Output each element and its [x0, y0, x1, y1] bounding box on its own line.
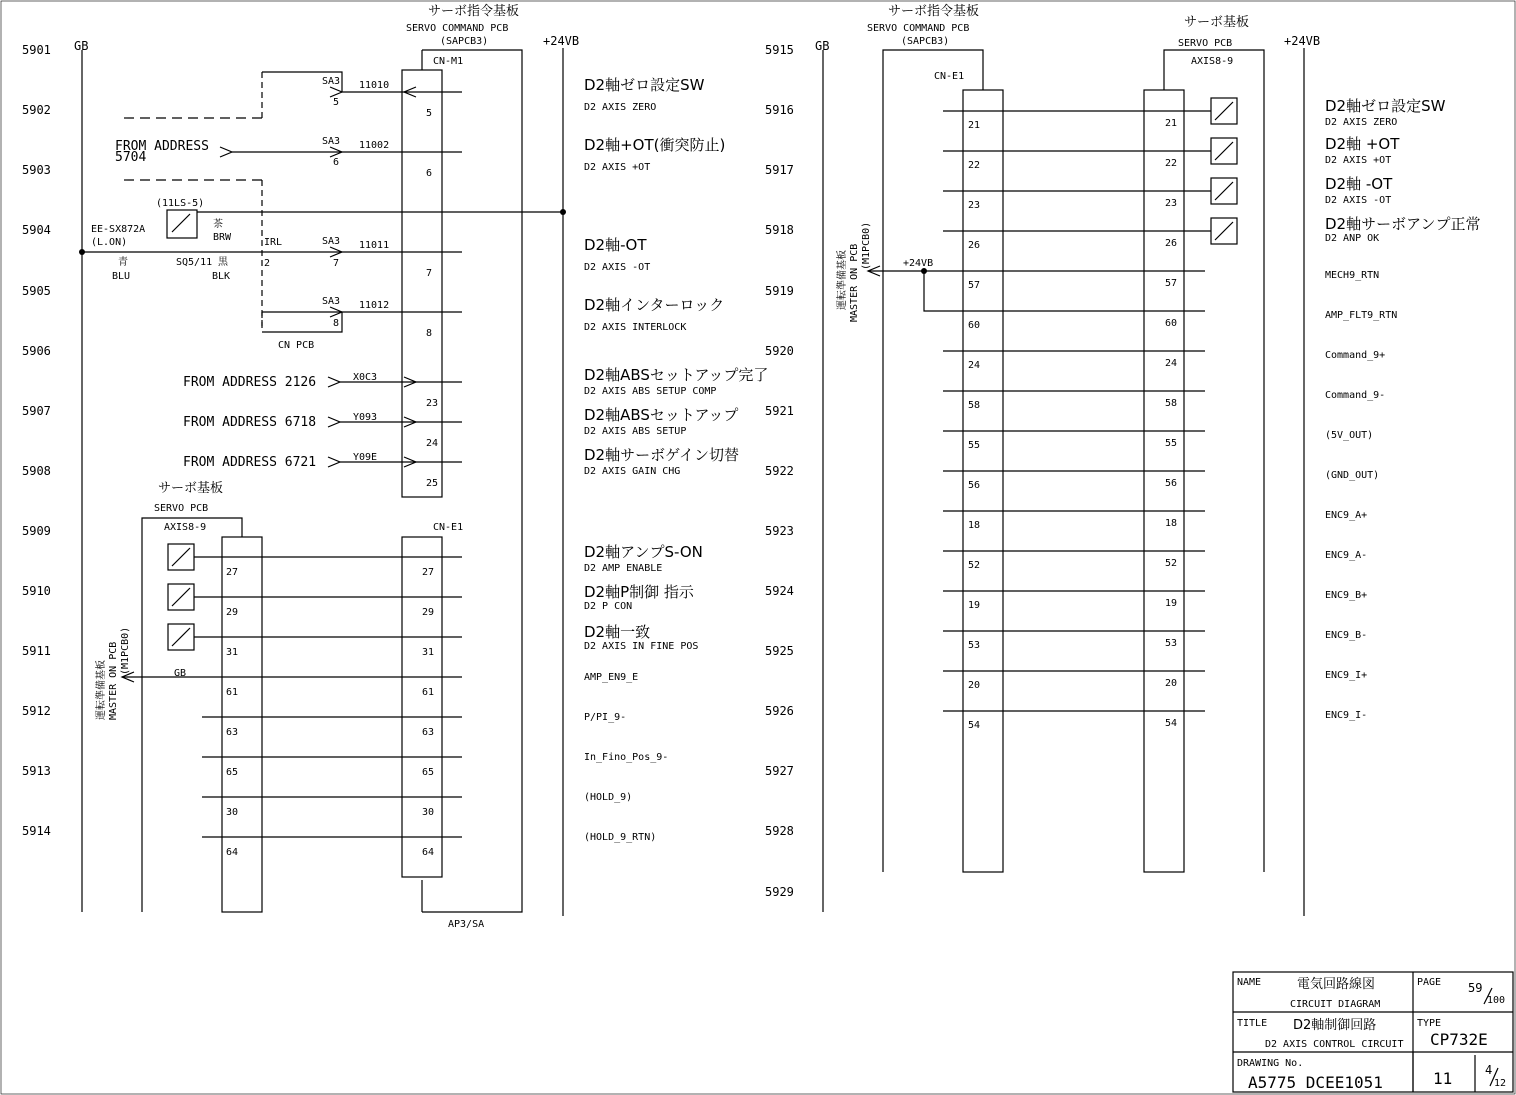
axis-label: AXIS8-9	[1191, 56, 1234, 67]
e1-pin: 64	[226, 847, 239, 858]
row-number: 5921	[765, 404, 794, 418]
m1-pin: 24	[426, 438, 439, 449]
row-number: 5919	[765, 284, 794, 298]
row-number: 5903	[22, 163, 51, 177]
pin: 21	[1165, 118, 1178, 129]
signal-en: D2 AXIS ABS SETUP	[584, 426, 687, 437]
wire-color-jp: 黒	[218, 257, 228, 268]
wire-number: 11002	[359, 140, 390, 151]
servo-cmd-jp: サーボ指令基板	[888, 4, 980, 19]
row-number: 5920	[765, 344, 794, 358]
from-address: FROM ADDRESS 6718	[183, 415, 317, 430]
signal-plain: MECH9_RTN	[1325, 270, 1380, 281]
v24b-label: +24VB	[903, 258, 934, 269]
pin: 22	[1165, 158, 1178, 169]
master-on-code: (M1PCB0)	[120, 626, 131, 675]
pin: 22	[968, 160, 981, 171]
sa3-label: SA3	[322, 296, 341, 307]
sub-number: 4	[1485, 1063, 1493, 1077]
sa3-label: SA3	[322, 236, 341, 247]
row-number: 5906	[22, 344, 51, 358]
cn-e1-label: CN-E1	[934, 71, 965, 82]
pin: 53	[1165, 638, 1178, 649]
wire-color-blu: BLU	[112, 271, 131, 282]
servo-pcb-jp: サーボ基板	[1184, 15, 1250, 30]
row-number: 5908	[22, 464, 51, 478]
from-address-5704-num: 5704	[115, 150, 147, 165]
pin: 57	[968, 280, 981, 291]
signal-jp: D2軸 +OT	[1325, 135, 1400, 153]
servo-cmd-jp: サーボ指令基板	[428, 4, 520, 19]
master-on-jp: 運転準備基板	[837, 250, 848, 310]
row-number: 5912	[22, 704, 51, 718]
signal-plain: (GND_OUT)	[1325, 470, 1380, 481]
servo-pcb-jp: サーボ基板	[158, 481, 224, 496]
row-number: 5918	[765, 223, 794, 237]
signal-en: D2 AXIS GAIN CHG	[584, 466, 681, 477]
type-value: CP732E	[1430, 1030, 1488, 1049]
servo-pcb-en: SERVO PCB	[1178, 38, 1233, 49]
signal-plain: ENC9_B+	[1325, 590, 1368, 601]
signal-code: Y09E	[353, 452, 378, 463]
servo-cmd-en: SERVO COMMAND PCB	[867, 23, 970, 34]
left-signal-labels	[584, 76, 768, 843]
row-number: 5915	[765, 43, 794, 57]
from-address-5704: FROM ADDRESS	[115, 139, 209, 154]
row-number: 5929	[765, 885, 794, 899]
left-row-numbers	[22, 43, 51, 838]
signal-plain: ENC9_A+	[1325, 510, 1368, 521]
pin: 24	[1165, 358, 1178, 369]
m1-pin: 23	[426, 398, 439, 409]
signal-plain: AMP_FLT9_RTN	[1325, 310, 1398, 321]
gb-label: GB	[74, 39, 89, 53]
pin: 19	[1165, 598, 1178, 609]
pin: 58	[1165, 398, 1178, 409]
pin: 23	[968, 200, 981, 211]
row-number: 5927	[765, 764, 794, 778]
e1-pin: 61	[422, 687, 435, 698]
pin: 52	[968, 560, 981, 571]
m1-pin: 25	[426, 478, 439, 489]
e1-pin: 27	[226, 567, 239, 578]
pin: 19	[968, 600, 981, 611]
pin: 54	[1165, 718, 1178, 729]
pin: 18	[1165, 518, 1178, 529]
row-number: 5902	[22, 103, 51, 117]
sa3-pin: 7	[333, 258, 340, 269]
from-address: FROM ADDRESS 6721	[183, 455, 317, 470]
junction-dot	[560, 209, 566, 215]
row-number: 5904	[22, 223, 51, 237]
pin: 26	[1165, 238, 1178, 249]
signal-en: D2 AXIS ZERO	[584, 102, 657, 113]
row-number: 5922	[765, 464, 794, 478]
signal-en: D2 P CON	[584, 601, 633, 612]
signal-plain: Command_9-	[1325, 390, 1386, 401]
junction-dot	[79, 249, 85, 255]
signal-plain: AMP_EN9_E	[584, 672, 639, 683]
irl-label: IRL	[264, 237, 283, 248]
signal-plain: (HOLD_9)	[584, 792, 633, 803]
name-en: CIRCUIT DIAGRAM	[1290, 999, 1381, 1010]
pin: 21	[968, 120, 981, 131]
wire-number: 11011	[359, 240, 390, 251]
servo-pcb-connector	[1144, 90, 1184, 872]
signal-jp: D2軸ABSセットアップ完了	[584, 366, 769, 384]
signal-plain: (HOLD_9_RTN)	[584, 832, 657, 843]
e1-pin: 27	[422, 567, 435, 578]
cn-m1-label: CN-M1	[433, 56, 464, 67]
signal-en: D2 AXIS IN FINE POS	[584, 641, 699, 652]
row-number: 5925	[765, 644, 794, 658]
signal-plain: ENC9_B-	[1325, 630, 1368, 641]
m1-pin: 8	[426, 328, 433, 339]
page-border	[1, 1, 1515, 1094]
m1-lines	[79, 72, 566, 489]
right-pin-numbers	[968, 118, 1177, 731]
m1-pin: 7	[426, 268, 433, 279]
pin: 60	[1165, 318, 1178, 329]
signal-jp: D2軸P制御 指示	[584, 583, 694, 601]
signal-plain: (5V_OUT)	[1325, 430, 1374, 441]
gb-label: GB	[174, 668, 187, 679]
sensor-symbol	[167, 210, 197, 238]
master-on-code: (M1PCB0)	[861, 221, 872, 270]
row-number: 5907	[22, 404, 51, 418]
ap3-label: AP3/SA	[448, 919, 485, 930]
drawing-label: DRAWING No.	[1237, 1058, 1304, 1069]
signal-plain: ENC9_A-	[1325, 550, 1368, 561]
wire-color-jp: 茶	[213, 219, 223, 230]
signal-en: D2 AXIS +OT	[1325, 155, 1392, 166]
left-rails	[74, 34, 579, 916]
right-wires	[835, 111, 1211, 711]
signal-plain: ENC9_I+	[1325, 670, 1368, 681]
signal-plain: P/PI_9-	[584, 712, 627, 723]
signal-en: D2 AXIS +OT	[584, 162, 651, 173]
servo-cmd-code: (SAPCB3)	[901, 36, 950, 47]
pin: 58	[968, 400, 981, 411]
pin: 18	[968, 520, 981, 531]
wire-color-jp: 青	[118, 257, 128, 268]
title-block	[1233, 972, 1513, 1092]
signal-jp: D2軸一致	[584, 623, 651, 641]
signal-en: D2 AXIS -OT	[584, 262, 651, 273]
v24-label: +24VB	[1284, 34, 1321, 48]
row-number: 5905	[22, 284, 51, 298]
sensor-code: (11LS-5)	[156, 198, 205, 209]
signal-en: D2 AXIS ZERO	[1325, 117, 1398, 128]
e1-pin: 63	[226, 727, 239, 738]
pin: 53	[968, 640, 981, 651]
servo-pcb-en: SERVO PCB	[154, 503, 209, 514]
signal-jp: D2軸インターロック	[584, 296, 725, 314]
pin: 54	[968, 720, 981, 731]
e1-pin: 63	[422, 727, 435, 738]
signal-jp: D2軸サーボゲイン切替	[584, 446, 740, 464]
pin: 57	[1165, 278, 1178, 289]
cn-pcb-label: CN PCB	[278, 340, 315, 351]
row-number: 5914	[22, 824, 51, 838]
pin: 20	[968, 680, 981, 691]
signal-en: D2 AXIS INTERLOCK	[584, 322, 687, 333]
title-label: TITLE	[1237, 1018, 1268, 1029]
signal-jp: D2軸-OT	[584, 236, 647, 254]
pin: 20	[1165, 678, 1178, 689]
type-label: TYPE	[1417, 1018, 1442, 1029]
servo-cmd-code: (SAPCB3)	[440, 36, 489, 47]
sa3-pin: 5	[333, 97, 340, 108]
signal-jp: D2軸ゼロ設定SW	[1325, 97, 1446, 115]
name-label: NAME	[1237, 977, 1262, 988]
title-en: D2 AXIS CONTROL CIRCUIT	[1265, 1039, 1404, 1050]
cn-e1-label: CN-E1	[433, 522, 464, 533]
pin: 56	[968, 480, 981, 491]
wire-number: 11012	[359, 300, 390, 311]
sensor-lon: (L.ON)	[91, 237, 128, 248]
e1-pin: 30	[422, 807, 435, 818]
irl-pin: 2	[264, 258, 271, 269]
pin: 23	[1165, 198, 1178, 209]
m1-pin: 5	[426, 108, 433, 119]
sa3-pin: 8	[333, 318, 340, 329]
signal-jp: D2軸ABSセットアップ	[584, 406, 739, 424]
page-number: 59	[1468, 981, 1483, 995]
wire-number: 11010	[359, 80, 390, 91]
pin: 52	[1165, 558, 1178, 569]
wire-color-brw: BRW	[213, 232, 232, 243]
row-number: 5911	[22, 644, 51, 658]
row-number: 5910	[22, 584, 51, 598]
master-on-jp: 運転準備基板	[96, 660, 107, 720]
signal-jp: D2軸サーボアンプ正常	[1325, 215, 1481, 233]
master-on-en: MASTER ON PCB	[108, 641, 119, 720]
right-row-numbers	[765, 43, 794, 899]
signal-code: X0C3	[353, 372, 378, 383]
e1-pin: 65	[226, 767, 239, 778]
row-number: 5923	[765, 524, 794, 538]
e1-pin: 31	[422, 647, 435, 658]
servo-cmd-en: SERVO COMMAND PCB	[406, 23, 509, 34]
signal-plain: Command_9+	[1325, 350, 1386, 361]
e1-pin: 65	[422, 767, 435, 778]
row-number: 5913	[22, 764, 51, 778]
sub-total: 12	[1494, 1078, 1507, 1089]
page-label: PAGE	[1417, 977, 1442, 988]
servo-command-pcb-left	[402, 3, 522, 930]
cn-e1-connector	[402, 537, 442, 877]
name-jp: 電気回路線図	[1297, 977, 1376, 992]
m1-pin: 6	[426, 168, 433, 179]
signal-code: Y093	[353, 412, 378, 423]
drawing-number: A5775 DCEE1051	[1248, 1073, 1383, 1092]
signal-en: D2 AMP ENABLE	[584, 563, 663, 574]
signal-en: D2 AXIS -OT	[1325, 195, 1392, 206]
sensor-sq: SQ5/11	[176, 257, 213, 268]
gb-label: GB	[815, 39, 830, 53]
e1-pin: 29	[226, 607, 239, 618]
signal-jp: D2軸+OT(衝突防止)	[584, 136, 726, 154]
right-rails	[815, 34, 1320, 916]
signal-en: D2 AXIS ABS SETUP COMP	[584, 386, 717, 397]
wire-color-blk: BLK	[212, 271, 231, 282]
pin: 60	[968, 320, 981, 331]
sensor-model: EE-SX872A	[91, 224, 146, 235]
signal-jp: D2軸アンプS-ON	[584, 543, 703, 561]
title-jp: D2軸制御回路	[1293, 1018, 1377, 1033]
sheet-number: 11	[1433, 1069, 1453, 1088]
right-signal-labels	[1325, 97, 1481, 721]
pin: 24	[968, 360, 981, 371]
row-number: 5926	[765, 704, 794, 718]
signal-en: D2 ANP OK	[1325, 233, 1380, 244]
sa3-label: SA3	[322, 136, 341, 147]
signal-plain: ENC9_I-	[1325, 710, 1368, 721]
e1-pin: 64	[422, 847, 435, 858]
sa3-label: SA3	[322, 76, 341, 87]
master-on-en: MASTER ON PCB	[849, 243, 860, 322]
cn-m1-connector	[402, 70, 442, 497]
sa3-pin: 6	[333, 157, 340, 168]
pin: 56	[1165, 478, 1178, 489]
row-number: 5928	[765, 824, 794, 838]
servo-pcb-left	[94, 480, 462, 912]
row-number: 5916	[765, 103, 794, 117]
pin: 55	[968, 440, 981, 451]
pin: 26	[968, 240, 981, 251]
e1-pin: 29	[422, 607, 435, 618]
page-total: 100	[1487, 995, 1506, 1006]
e1-pin: 30	[226, 807, 239, 818]
e1-pin: 61	[226, 687, 239, 698]
servo-pcb-right	[1144, 14, 1264, 872]
axis-label: AXIS8-9	[164, 522, 207, 533]
v24-label: +24VB	[543, 34, 580, 48]
signal-jp: D2軸 -OT	[1325, 175, 1393, 193]
from-address: FROM ADDRESS 2126	[183, 375, 317, 390]
servo-command-pcb-right	[867, 3, 1003, 872]
signal-jp: D2軸ゼロ設定SW	[584, 76, 705, 94]
e1-pin: 31	[226, 647, 239, 658]
row-number: 5909	[22, 524, 51, 538]
pin: 55	[1165, 438, 1178, 449]
row-number: 5924	[765, 584, 794, 598]
row-number: 5901	[22, 43, 51, 57]
row-number: 5917	[765, 163, 794, 177]
signal-plain: In_Fino_Pos_9-	[584, 752, 669, 763]
